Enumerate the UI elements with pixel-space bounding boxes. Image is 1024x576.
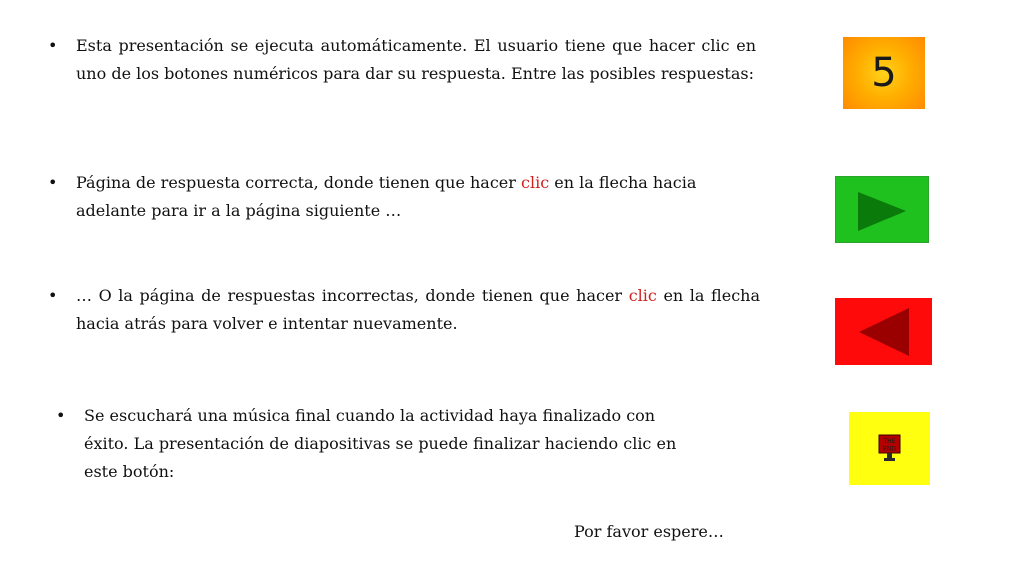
bullet-text: Se escuchará una música final cuando la actividad haya finalizado con éxito. La presentación de diapositivas se puede finalizar haciendo clic en este botón: <box>84 406 677 481</box>
back-arrow-icon <box>835 298 932 365</box>
bullet-text-before: … O la página de respuestas incorrectas, donde tienen que hacer <box>76 286 629 305</box>
forward-button[interactable] <box>835 176 929 243</box>
highlight-clic: clic <box>628 286 657 305</box>
bullet-marker: • <box>48 286 58 305</box>
bullet-marker: • <box>56 406 66 425</box>
please-wait-text: Por favor espere… <box>574 522 724 541</box>
end-icon-line-1: THE <box>883 438 896 445</box>
number-label: 5 <box>871 50 897 96</box>
bullet-final-music <box>56 402 684 486</box>
highlight-clic: clic <box>521 173 550 192</box>
bullet-correct-answer <box>48 169 746 225</box>
forward-arrow-icon <box>836 177 930 244</box>
bullet-text-before: Página de respuesta correcta, donde tienen que hacer <box>76 173 522 192</box>
bullet-marker: • <box>48 173 58 192</box>
back-button[interactable] <box>835 298 932 365</box>
end-presentation-button[interactable] <box>849 412 930 485</box>
the-end-sign-icon <box>849 412 930 485</box>
bullet-auto-presentation <box>48 32 756 88</box>
end-icon-line-2: END <box>883 445 896 453</box>
bullet-text: Esta presentación se ejecuta automáticamente. El usuario tiene que hacer clic en uno de los botones numéricos para dar su respuesta. Entre las posibles respuestas: <box>76 36 756 83</box>
bullet-marker: • <box>48 36 58 55</box>
bullet-incorrect-answer <box>48 282 761 338</box>
number-answer-button[interactable] <box>843 37 925 109</box>
bullet-text-after: en la flecha hacia adelante para ir a la página siguiente … <box>76 173 697 220</box>
bullet-text-after: en la flecha hacia atrás para volver e intentar nuevamente. <box>76 286 761 333</box>
